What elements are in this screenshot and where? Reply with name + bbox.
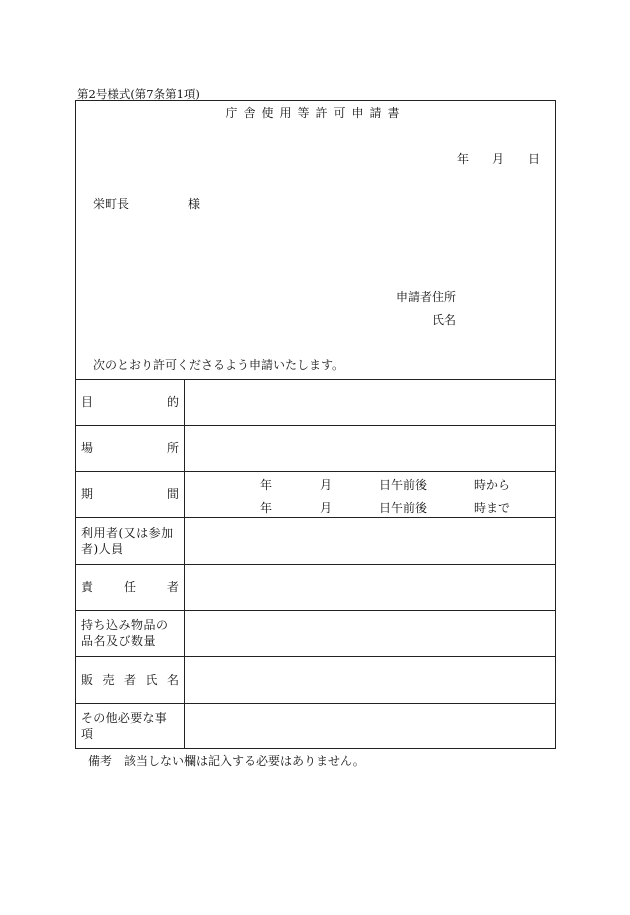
row-label-users: 利用者(又は参加者)人員 [81,526,174,556]
applicant-name-label: 氏名 [432,313,457,327]
responsible-field[interactable] [185,565,556,610]
purpose-field[interactable] [185,380,556,425]
row-label-responsible: 責 任 者 [81,580,179,594]
addressee-name: 栄町長 [93,197,130,211]
period-to[interactable]: 年 月 日午前後 時まで [260,501,511,515]
row-label-items: 持ち込み物品の品名及び数量 [81,618,169,648]
users-field[interactable] [185,518,556,564]
applicant-address-label: 申請者住所 [396,290,457,304]
date-year: 年 [457,152,470,166]
addressee-suffix: 様 [188,197,201,211]
items-field[interactable] [185,611,556,656]
row-label-purpose: 目 的 [81,395,179,409]
seller-field[interactable] [185,657,556,703]
form-number-label: 第2号様式(第7条第1項) [77,87,200,101]
form-title: 庁舎使用等許可申請書 [225,106,406,120]
footnote: 備考 該当しない欄は記入する必要はありません。 [88,754,365,768]
request-text: 次のとおり許可くださるよう申請いたします。 [93,358,345,372]
period-from[interactable]: 年 月 日午前後 時から [260,478,511,492]
date-day: 日 [528,152,541,166]
other-field[interactable] [185,704,556,749]
application-form [75,100,556,749]
row-label-period: 期 間 [81,487,179,501]
row-label-seller: 販 売 者 氏 名 [81,672,179,687]
row-label-other: その他必要な事項 [81,711,168,741]
row-label-place: 場 所 [81,441,179,455]
date-month: 月 [492,152,505,166]
place-field[interactable] [185,426,556,471]
